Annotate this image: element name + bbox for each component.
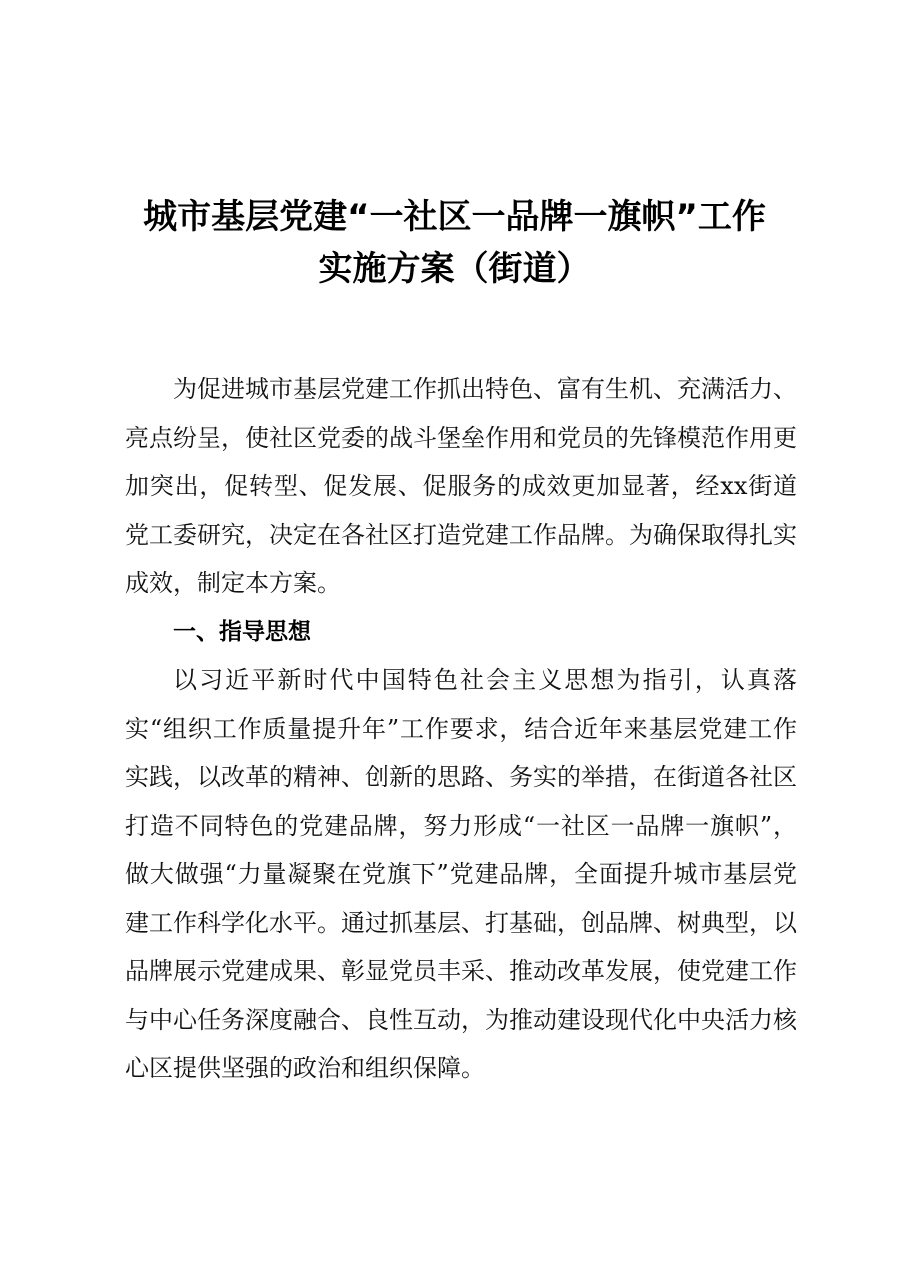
section-heading-guiding-ideology: 一、指导思想 xyxy=(173,618,311,645)
guiding-ideology-paragraph: 以习近平新时代中国特色社会主义思想为指引，认真落实“组织工作质量提升年”工作要求，结合近年来基层党建工作实践，以改革的精神、创新的思路、务实的举措，在街道各社区打造不同特色的党建品牌，努力形成“一社区一品牌一旗帜”，做大做强“力量凝聚在党旗下”党建品牌，全面提升城市基层党建工作科学化水平。通过抓基层、打基础，创品牌、树典型，以品牌展示党建成果、彰显党员丰采、推动改革发展，使党建工作与中心任务深度融合、良性互动，为推动建设现代化中央活力核心区提供坚强的政治和组织保障。 xyxy=(125,666,797,1082)
intro-paragraph: 为促进城市基层党建工作抓出特色、富有生机、充满活力、亮点纷呈，使社区党委的战斗堡垒作用和党员的先锋模范作用更加突出，促转型、促发展、促服务的成效更加显著，经xx街道党工委研究，决定在各社区打造党建工作品牌。为确保取得扎实成效，制定本方案。 xyxy=(125,375,797,597)
title-line-1: 城市基层党建“一社区一品牌一旗帜”工作 xyxy=(143,196,766,237)
document-title xyxy=(0,191,909,295)
title-line-2: 实施方案（街道） xyxy=(318,248,591,289)
document-body xyxy=(125,365,797,1093)
